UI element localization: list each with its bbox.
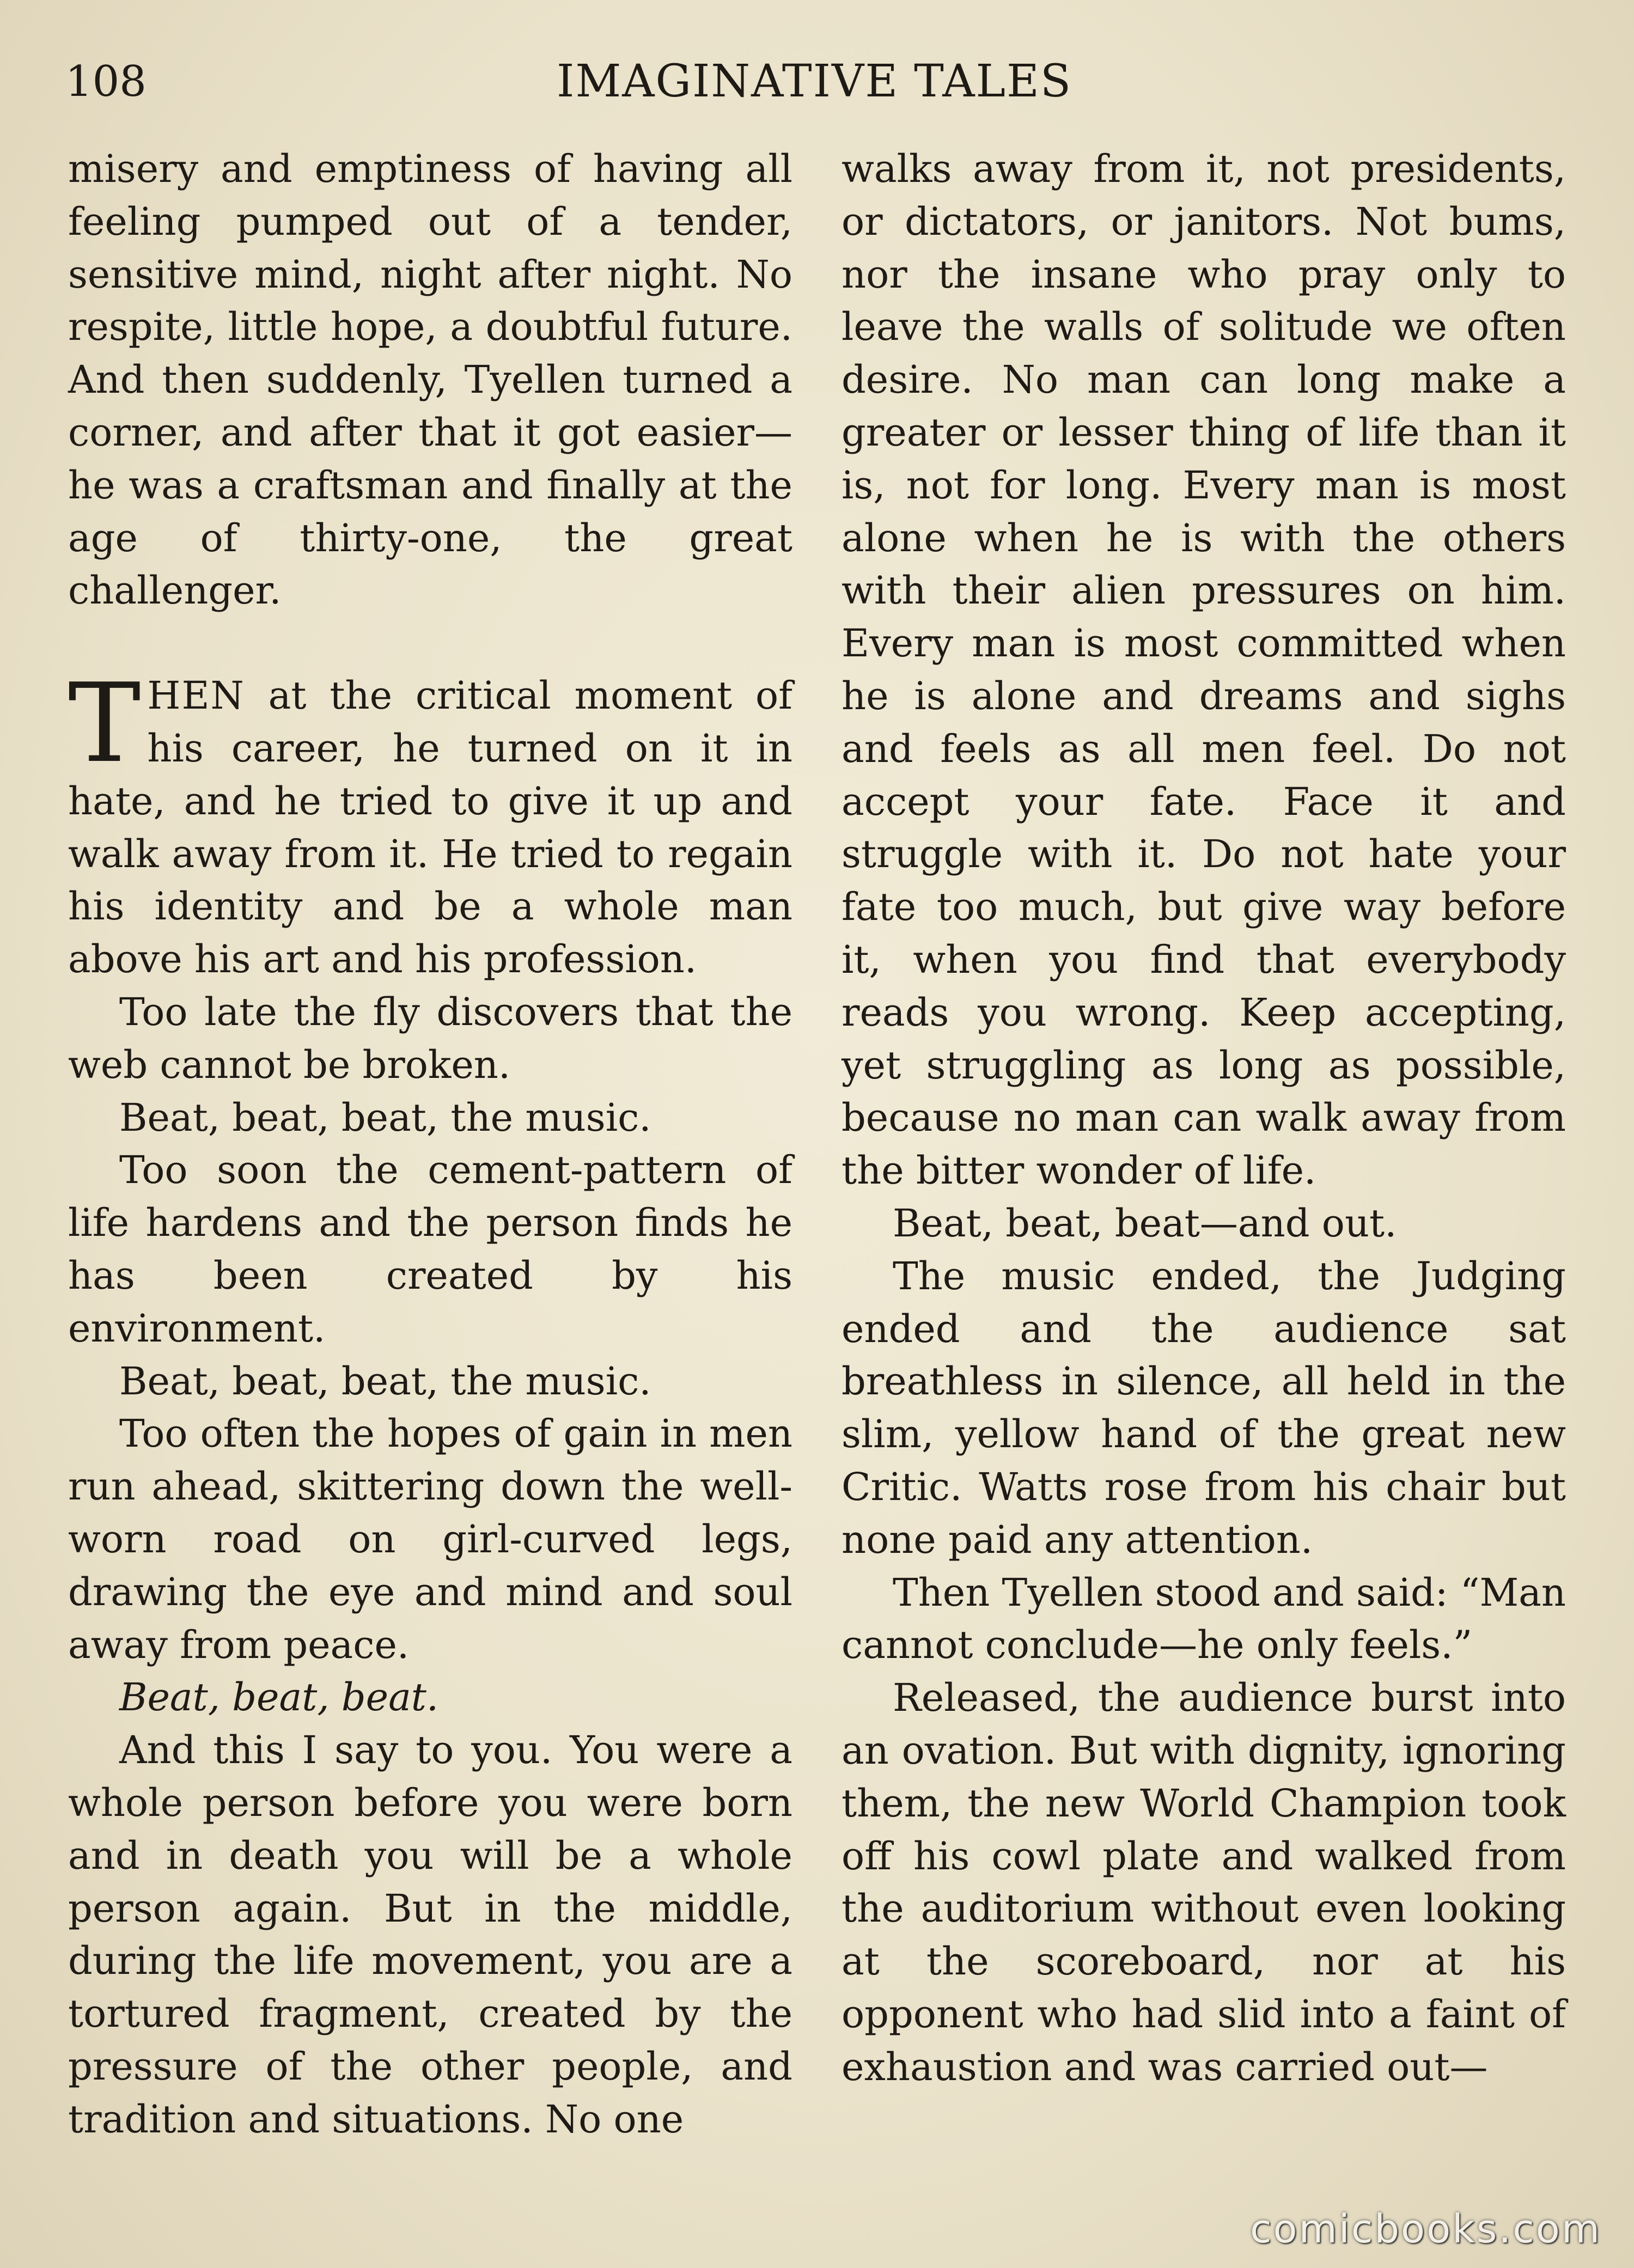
left-column <box>68 143 792 2145</box>
paragraph: Beat, beat, beat, the music. <box>119 1358 651 1404</box>
paragraph: The music ended, the Judging ended and the audience sat breathless in silence, all held in the slim, yellow hand of the great new Critic. Watts rose from his chair but none paid any attention. <box>842 1253 1566 1562</box>
paragraph: Beat, beat, beat—and out. <box>893 1200 1397 1246</box>
paragraph: Then Tyellen stood and said: “Man cannot conclude—he only feels.” <box>842 1570 1566 1668</box>
drop-cap-letter: T <box>68 660 141 788</box>
paragraph: Released, the audience burst into an ovation. But with dignity, ignoring them, the new World Champion took off his cowl plate and walked from the auditorium without even looking at the scoreboard, nor at his opponent who had slid into a faint of exhaustion and was carried out— <box>842 1675 1566 2089</box>
page-header <box>65 52 1563 112</box>
paragraph: Beat, beat, beat, the music. <box>119 1095 651 1140</box>
paragraph: Too soon the cement-pattern of life hardens and the person finds he has been created by his environment. <box>68 1148 792 1351</box>
running-title: IMAGINATIVE TALES <box>556 56 1072 107</box>
italic-paragraph: Beat, beat, beat. <box>119 1675 439 1720</box>
paragraph: walks away from it, not presidents, or dictators, or janitors. Not bums, nor the insane who pray only to leave the walls of solitude we often desire. No man can long make a greater or lesser thing of life than it is, not for long. Every man is most alone when he is with the others with their alien pressures on him. Every man is most committed when he is alone and dreams and sighs and feels as all men feel. Do not accept your fate. Face it and struggle with it. Do not hate your fate too much, but give way before it, when you find that everybody reads you wrong. Keep accepting, yet struggling as long as possible, because no man can walk away from the bitter wonder of life. <box>842 147 1566 1193</box>
page-number: 108 <box>65 57 147 106</box>
paragraph: And this I say to you. You were a whole person before you were born and in death you will be a whole person again. But in the middle, during the life movement, you are a tortured fragment, created by the pressure of the other people, and tradition and situations. No one <box>68 1728 792 2142</box>
dropcap-paragraph <box>68 660 792 986</box>
right-column <box>842 143 1566 2093</box>
lead-caps: HEN <box>147 673 245 718</box>
watermark: comicbooks.com <box>1249 2206 1601 2252</box>
paragraph: misery and emptiness of having all feeling pumped out of a tender, sensitive mind, night after night. No respite, little hope, a doubtful future. And then suddenly, Tyellen turned a corner, and after that it got easier—he was a craftsman and finally at the age of thirty-one, the great challenger. <box>68 147 792 613</box>
paragraph: Too late the fly discovers that the web cannot be broken. <box>68 989 792 1087</box>
paragraph: Too often the hopes of gain in men run ahead, skittering down the well-worn road on girl-curved legs, drawing the eye and mind and soul away from peace. <box>68 1411 792 1667</box>
paragraph-text: at the critical moment of his career, he turned on it in hate, and he tried to give it up and walk away from it. He tried to regain his identity and be a whole man above his art and his profession. <box>68 673 792 982</box>
